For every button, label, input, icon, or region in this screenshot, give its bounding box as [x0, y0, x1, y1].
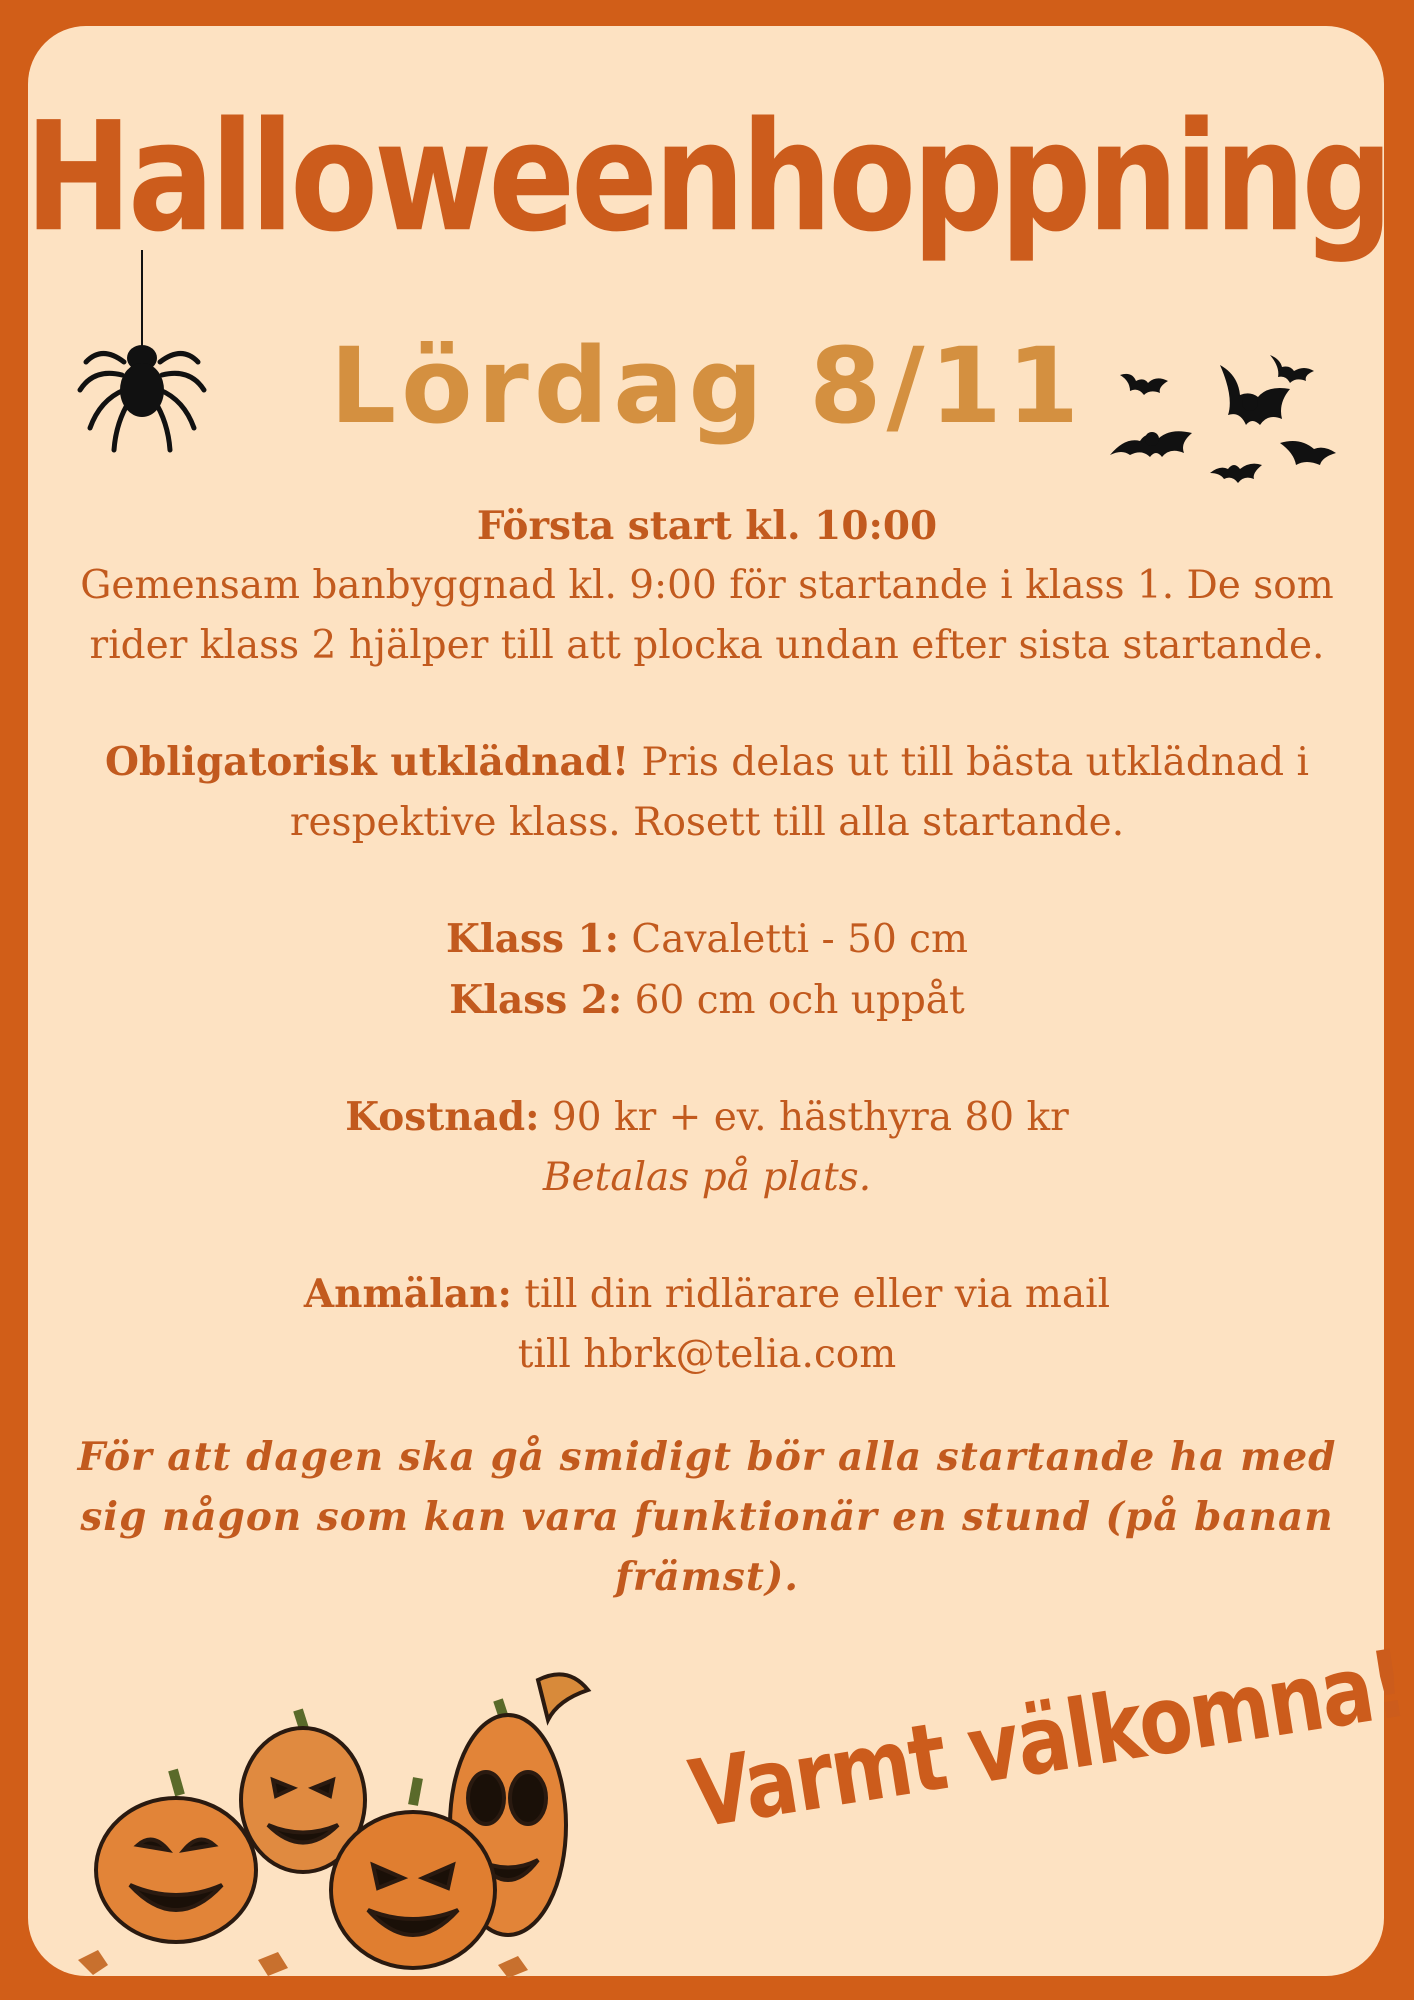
bats-icon — [1100, 345, 1350, 495]
class-1-label: Klass 1: — [446, 916, 620, 962]
poster-title: Halloweenhoppning — [24, 90, 1390, 266]
signup-info — [70, 1264, 1344, 1325]
pumpkins-illustration — [68, 1660, 628, 1990]
course-build-info: Gemensam banbyggnad kl. 9:00 för startande i klass 1. De som rider klass 2 hjälper till att plocka undan efter sista startande. — [80, 563, 1334, 668]
costume-text: Pris delas ut till bästa utklädnad i respektive klass. Rosett till alla startande. — [289, 740, 1310, 845]
cost-info — [70, 1087, 1344, 1148]
event-date: Lördag 8/11 — [329, 325, 1085, 447]
signup-text: till din ridlärare eller via mail — [511, 1272, 1111, 1317]
event-details — [70, 496, 1344, 1607]
class-2-label: Klass 2: — [449, 977, 623, 1023]
cost-text: 90 kr + ev. hästhyra 80 kr — [539, 1095, 1069, 1140]
first-start: Första start kl. 10:00 — [476, 503, 938, 549]
class-2-info — [70, 970, 1344, 1031]
class-2-text: 60 cm och uppåt — [622, 978, 965, 1023]
signup-label: Anmälan: — [303, 1271, 512, 1317]
cost-note: Betalas på plats. — [542, 1155, 872, 1200]
costume-label: Obligatorisk utklädnad! — [104, 739, 630, 785]
costume-info — [70, 732, 1344, 853]
welcome-text: Varmt välkomna! — [683, 1630, 1413, 1850]
class-1-info — [70, 909, 1344, 970]
signup-email[interactable]: till hbrk@telia.com — [517, 1332, 897, 1377]
class-1-text: Cavaletti - 50 cm — [619, 917, 968, 962]
volunteer-note: För att dagen ska gå smidigt bör alla startande ha med sig någon som kan vara funktionär en stund (på banan främst). — [77, 1434, 1337, 1600]
cost-label: Kostnad: — [345, 1094, 540, 1140]
